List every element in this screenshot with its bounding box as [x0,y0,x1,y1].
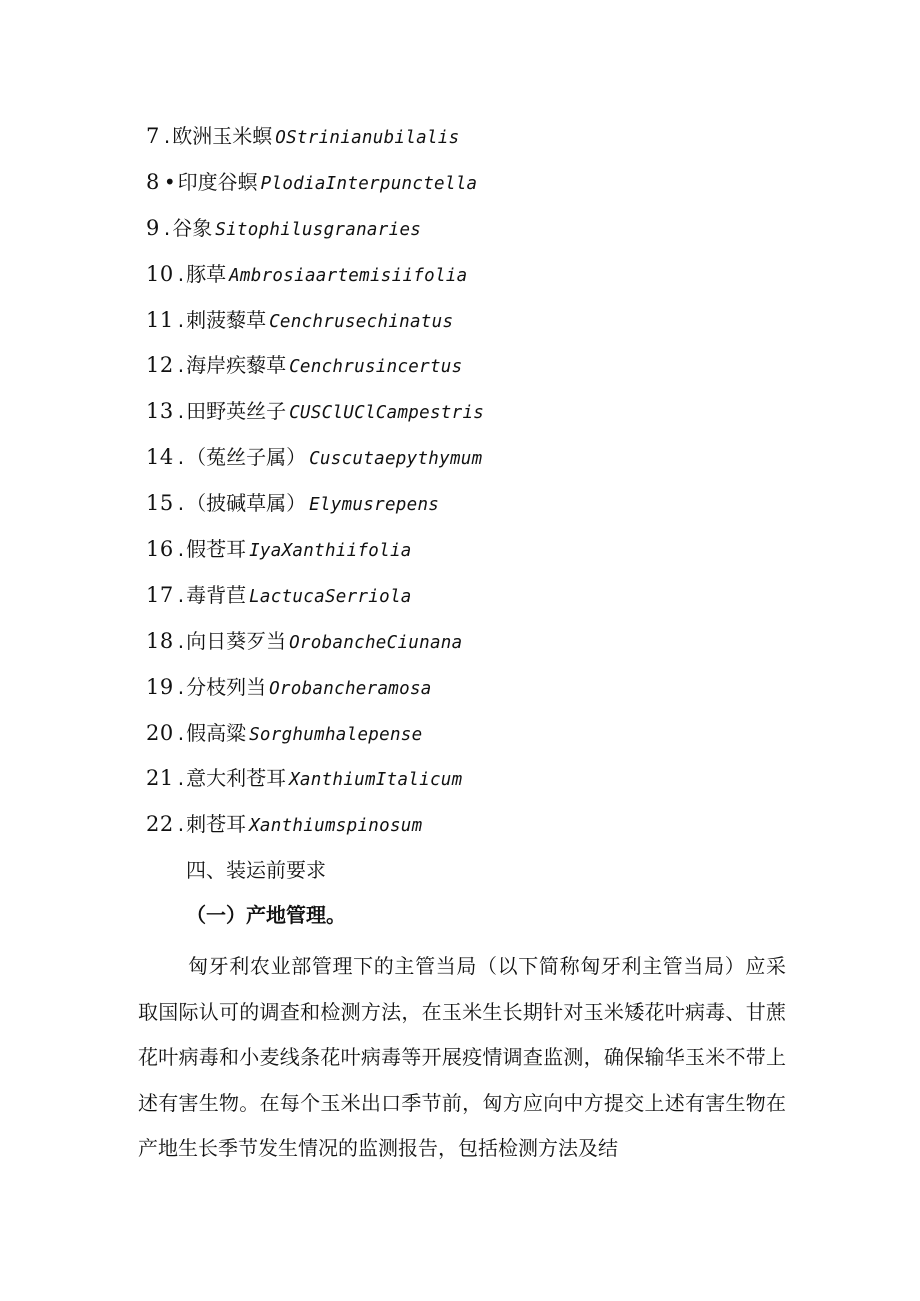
item-number: 14 [146,445,174,470]
latin-name: PlodiaInterpunctella [260,173,478,194]
item-number: 10 [146,261,174,286]
quarantine-species-list [146,118,846,852]
chinese-name: 印度谷螟 [177,169,258,194]
chinese-name: 欧洲玉米螟 [172,124,273,148]
chinese-name: （披碱草属） [186,491,307,516]
chinese-name: 向日葵歹当 [186,628,287,653]
chinese-name: 谷象 [172,215,213,240]
item-number: 16 [146,537,174,562]
chinese-name: 海岸疾藜草 [186,353,287,378]
chinese-name: 刺苍耳 [186,812,247,837]
item-number: 19 [146,674,174,699]
latin-name: IyaXanthiifolia [249,541,412,562]
latin-name: Cuscutaepythymum [309,449,483,470]
latin-name: Orobancheramosa [269,678,432,699]
species-list-item [146,531,846,577]
item-number: 22 [146,812,174,837]
latin-name: Xanthiumspinosum [249,816,423,837]
chinese-name: 假苍耳 [186,537,247,562]
species-list-item [146,347,846,393]
chinese-name: 毒背苣 [186,582,247,607]
item-separator: . [177,674,185,699]
latin-name: Ambrosiaartemisiifolia [229,265,468,286]
item-separator: . [177,445,185,470]
item-separator: . [163,124,171,148]
species-list-item [146,806,846,852]
item-number: 21 [146,766,174,791]
subsection-heading: （一）产地管理。 [186,903,346,927]
item-separator: . [177,582,185,607]
species-list-item [146,210,846,256]
item-number: 15 [146,491,174,516]
chinese-name: 豚草 [186,261,227,286]
species-list-item [146,256,846,302]
item-separator: . [177,491,185,516]
species-list-item [146,669,846,715]
latin-name: XanthiumItalicum [289,770,463,791]
species-list-item [146,760,846,806]
item-separator: • [163,169,176,194]
section-heading: 四、装运前要求 [186,858,326,882]
item-separator: . [177,307,185,332]
item-separator: . [177,537,185,562]
latin-name: CUSClUClCampestris [289,403,485,424]
item-separator: . [177,399,185,424]
item-number: 17 [146,582,174,607]
species-list-item [146,715,846,761]
item-number: 9 [146,215,160,240]
latin-name: LactucaSerriola [249,586,412,607]
species-list-item [146,118,846,164]
species-list-item [146,439,846,485]
latin-name: OStrinianubilalis [275,128,460,148]
item-separator: . [163,215,171,240]
body-paragraph: 匈牙利农业部管理下的主管当局（以下简称匈牙利主管当局）应采取国际认可的调查和检测方法，在玉米生长期针对玉米矮花叶病毒、甘蔗花叶病毒和小麦线条花叶病毒等开展疫情调查监测，确保输华玉米不带上述有害生物。在每个玉米出口季节前，匈方应向中方提交上述有害生物在产地生长季节发生情况的监测报告，包括检测方法及结 [138,954,786,1160]
chinese-name: 分枝列当 [186,674,267,699]
item-separator: . [177,628,185,653]
latin-name: Sitophilusgranaries [215,219,422,240]
species-list-item [146,164,846,210]
species-list-item [146,577,846,623]
item-number: 8 [146,169,160,194]
item-number: 20 [146,720,174,745]
latin-name: Cenchrusechinatus [269,311,454,332]
item-separator: . [177,720,185,745]
item-separator: . [177,353,185,378]
latin-name: Elymusrepens [309,495,440,516]
latin-name: Cenchrusincertus [289,357,463,378]
item-separator: . [177,812,185,837]
item-number: 18 [146,628,174,653]
latin-name: OrobancheCiunana [289,632,463,653]
species-list-item [146,393,846,439]
item-separator: . [177,766,185,791]
species-list-item [146,485,846,531]
item-separator: . [177,261,185,286]
chinese-name: 假高粱 [186,720,247,745]
chinese-name: 刺菠藜草 [186,307,267,332]
species-list-item [146,302,846,348]
latin-name: Sorghumhalepense [249,724,423,745]
species-list-item [146,623,846,669]
chinese-name: 意大利苍耳 [186,766,287,791]
item-number: 11 [146,307,174,332]
item-number: 12 [146,353,174,378]
chinese-name: （菟丝子属） [186,445,307,470]
item-number: 13 [146,399,174,424]
item-number: 7 [146,124,160,148]
chinese-name: 田野英丝子 [186,399,287,424]
